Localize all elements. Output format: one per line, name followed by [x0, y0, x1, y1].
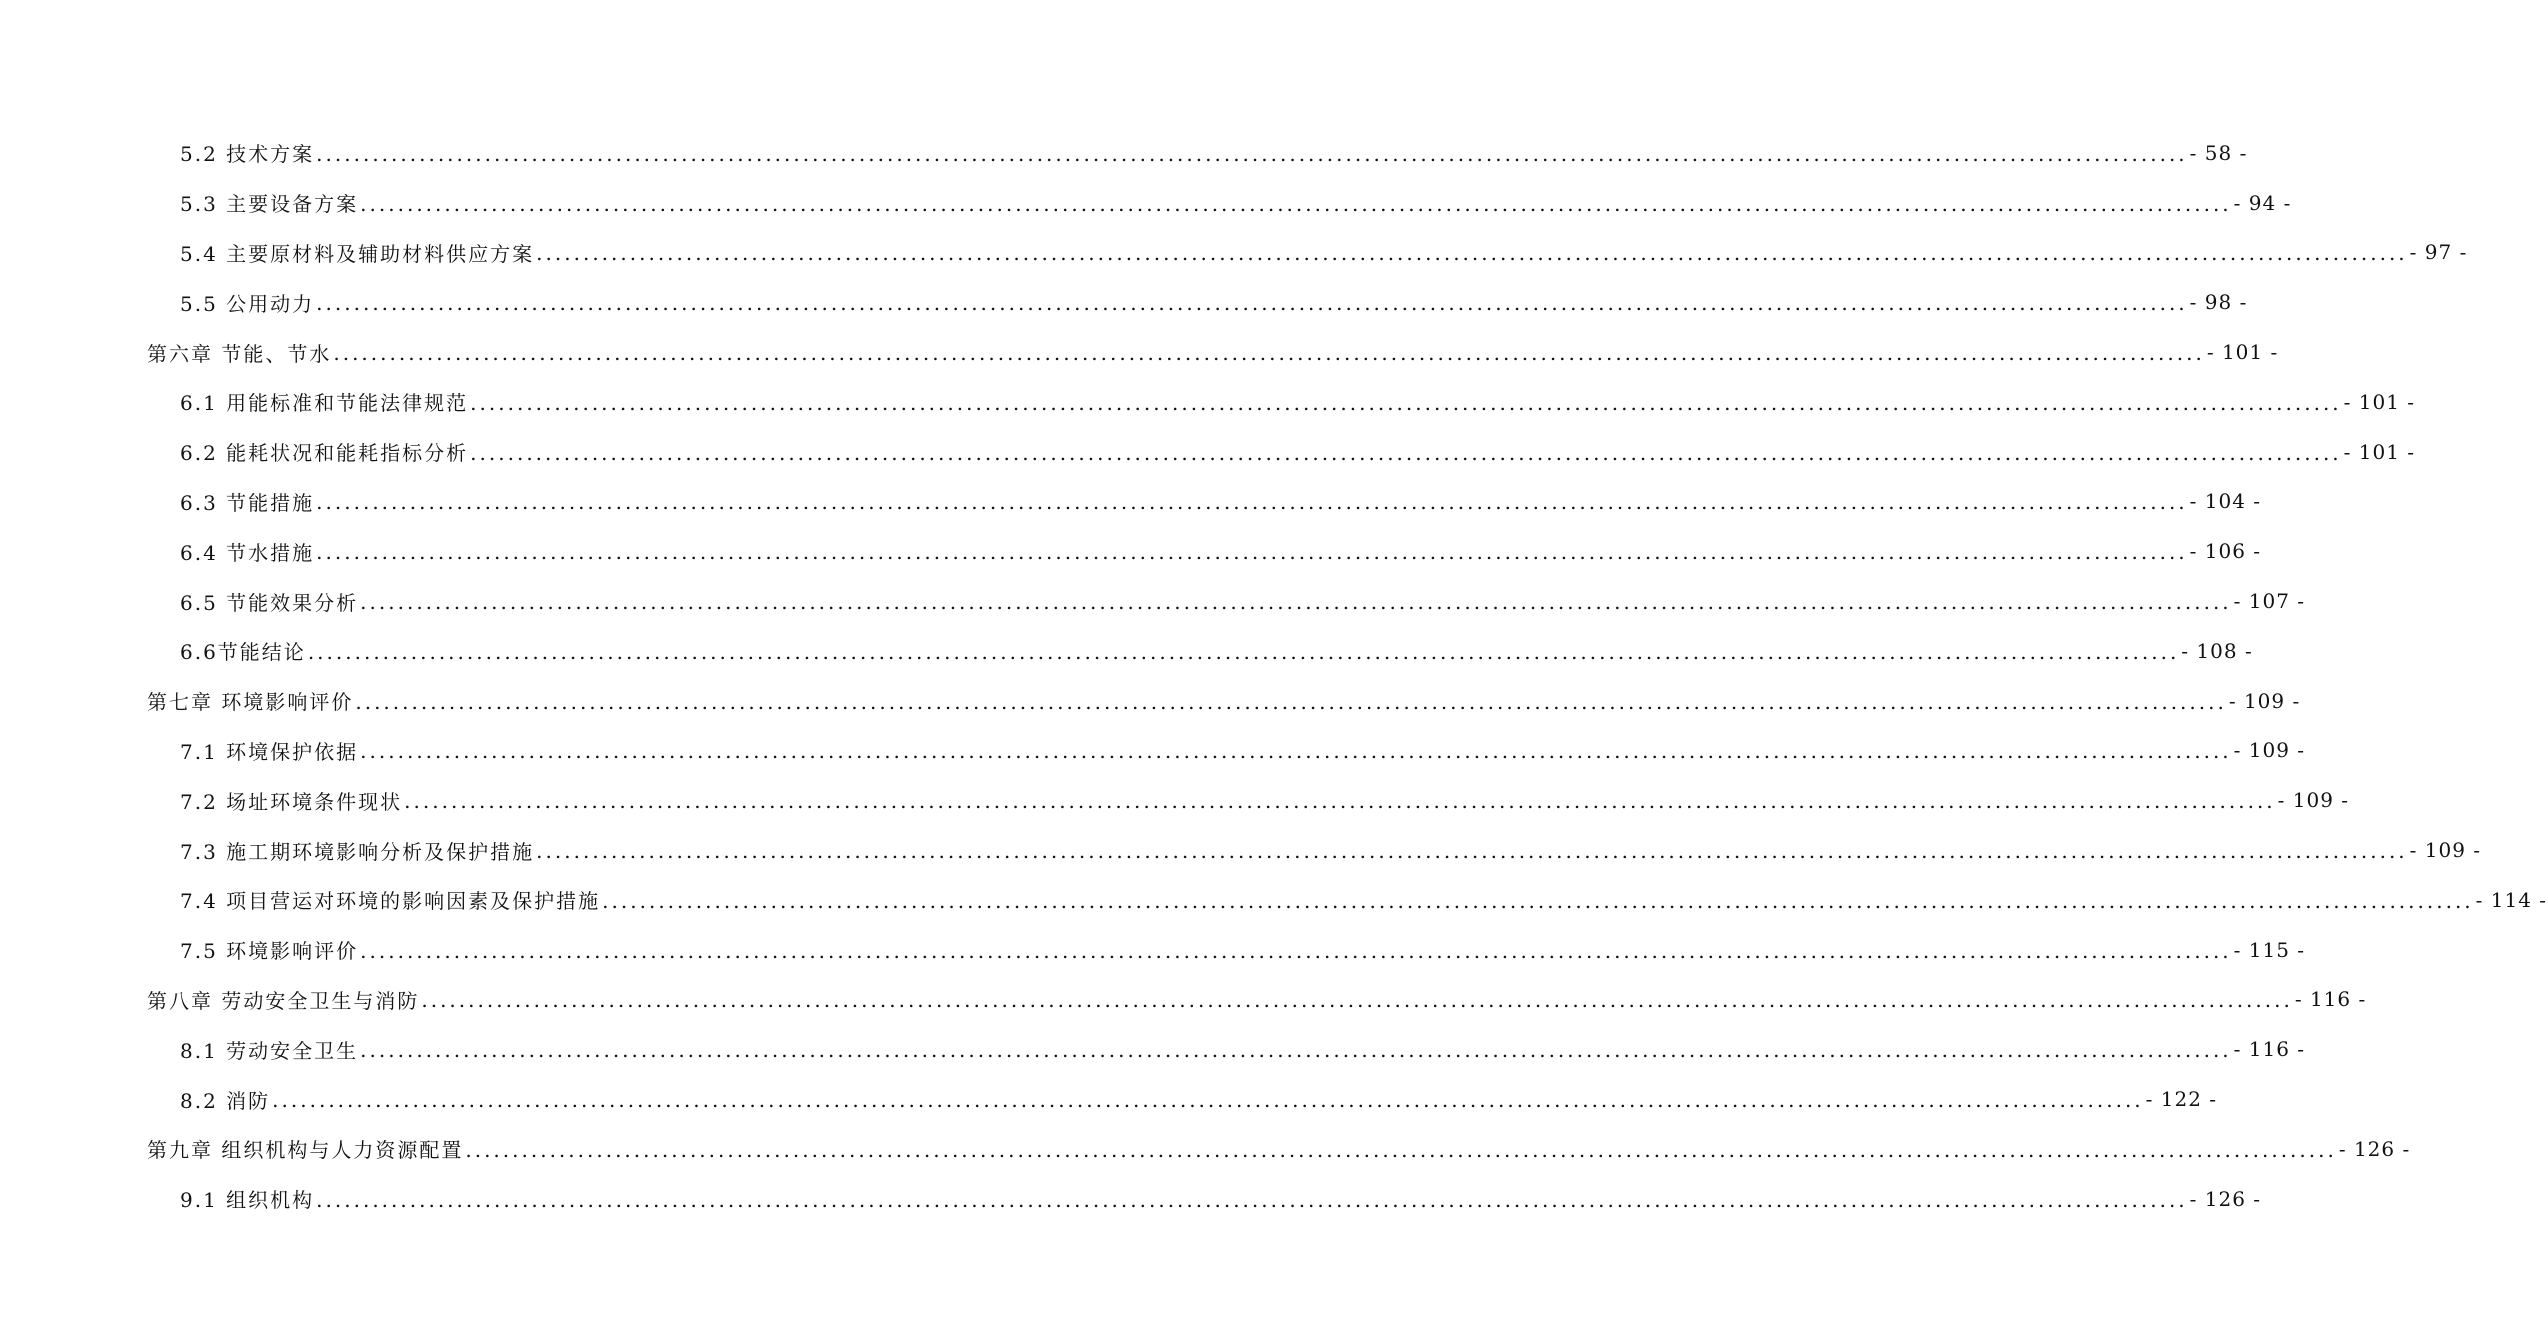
- toc-page-number: - 104 -: [2189, 489, 2262, 514]
- toc-section-entry[interactable]: [0, 825, 2482, 875]
- toc-page-number: - 126 -: [2338, 1136, 2411, 1161]
- toc-dot-leader: ........................................................................................................................................................................................................: [307, 639, 2180, 664]
- toc-section-entry[interactable]: [0, 178, 2292, 228]
- toc-entry-title: 7.5 环境影响评价: [180, 939, 359, 964]
- toc-entry-title: 第七章 环境影响评价: [147, 690, 354, 715]
- toc-dot-leader: ........................................................................................................................................................................................................: [404, 789, 2276, 814]
- toc-entry-title: 6.5 节能效果分析: [180, 590, 359, 615]
- toc-section-entry[interactable]: [0, 128, 2248, 178]
- toc-section-entry[interactable]: [0, 377, 2416, 427]
- toc-section-entry[interactable]: [0, 477, 2262, 527]
- toc-dot-leader: ........................................................................................................................................................................................................: [316, 141, 2188, 166]
- toc-entry-title: 9.1 组织机构: [180, 1188, 315, 1213]
- toc-entry-title: 第八章 劳动安全卫生与消防: [147, 988, 420, 1013]
- toc-dot-leader: ........................................................................................................................................................................................................: [421, 988, 2293, 1013]
- toc-page-number: - 126 -: [2189, 1186, 2262, 1211]
- toc-dot-leader: ........................................................................................................................................................................................................: [470, 390, 2342, 415]
- toc-page-number: - 122 -: [2145, 1087, 2218, 1112]
- toc-page-number: - 115 -: [2233, 937, 2306, 962]
- toc-section-entry[interactable]: [0, 228, 2468, 278]
- toc-dot-leader: ........................................................................................................................................................................................................: [360, 938, 2232, 963]
- toc-entry-title: 6.1 用能标准和节能法律规范: [180, 391, 469, 416]
- toc-entry-title: 5.4 主要原材料及辅助材料供应方案: [180, 241, 535, 266]
- toc-chapter-entry[interactable]: [0, 676, 2301, 726]
- toc-dot-leader: ........................................................................................................................................................................................................: [360, 590, 2232, 615]
- toc-section-entry[interactable]: [0, 1024, 2306, 1074]
- toc-entry-title: 7.1 环境保护依据: [180, 739, 359, 764]
- toc-page-number: - 107 -: [2233, 589, 2306, 614]
- toc-dot-leader: ........................................................................................................................................................................................................: [333, 341, 2205, 366]
- toc-entry-title: 8.2 消防: [180, 1088, 271, 1113]
- toc-dot-leader: ........................................................................................................................................................................................................: [316, 1187, 2188, 1212]
- toc-dot-leader: ........................................................................................................................................................................................................: [536, 839, 2408, 864]
- toc-page-number: - 94 -: [2233, 190, 2292, 215]
- toc-section-entry[interactable]: [0, 1174, 2262, 1224]
- toc-page-number: - 101 -: [2343, 439, 2416, 464]
- toc-entry-title: 8.1 劳动安全卫生: [180, 1038, 359, 1063]
- toc-page-number: - 98 -: [2189, 290, 2248, 315]
- toc-section-entry[interactable]: [0, 726, 2306, 776]
- toc-page-number: - 109 -: [2409, 838, 2482, 863]
- toc-entry-title: 5.3 主要设备方案: [180, 192, 359, 217]
- toc-dot-leader: ........................................................................................................................................................................................................: [360, 739, 2232, 764]
- toc-entry-title: 第九章 组织机构与人力资源配置: [147, 1138, 464, 1163]
- toc-entry-title: 6.4 节水措施: [180, 540, 315, 565]
- toc-page-number: - 101 -: [2343, 389, 2416, 414]
- toc-dot-leader: ........................................................................................................................................................................................................: [465, 1137, 2337, 1162]
- toc-entry-title: 5.5 公用动力: [180, 291, 315, 316]
- toc-dot-leader: ........................................................................................................................................................................................................: [360, 191, 2232, 216]
- toc-section-entry[interactable]: [0, 576, 2306, 626]
- toc-section-entry[interactable]: [0, 277, 2248, 327]
- toc-dot-leader: ........................................................................................................................................................................................................: [316, 291, 2188, 316]
- toc-page-number: - 106 -: [2189, 539, 2262, 564]
- toc-dot-leader: ........................................................................................................................................................................................................: [602, 888, 2474, 913]
- table-of-contents: [0, 128, 2547, 1224]
- toc-entry-title: 6.6节能结论: [180, 640, 306, 665]
- toc-entry-title: 7.4 项目营运对环境的影响因素及保护措施: [180, 889, 601, 914]
- toc-dot-leader: ........................................................................................................................................................................................................: [316, 490, 2188, 515]
- toc-chapter-entry[interactable]: [0, 327, 2279, 377]
- toc-section-entry[interactable]: [0, 775, 2350, 825]
- toc-dot-leader: ........................................................................................................................................................................................................: [355, 689, 2227, 714]
- toc-page-number: - 108 -: [2181, 638, 2253, 663]
- toc-page-number: - 114 -: [2475, 887, 2547, 912]
- toc-section-entry[interactable]: [0, 875, 2547, 925]
- toc-page-number: - 116 -: [2294, 987, 2367, 1012]
- toc-section-entry[interactable]: [0, 1074, 2218, 1124]
- toc-dot-leader: ........................................................................................................................................................................................................: [536, 241, 2408, 266]
- toc-dot-leader: ........................................................................................................................................................................................................: [316, 540, 2188, 565]
- toc-dot-leader: ........................................................................................................................................................................................................: [272, 1088, 2144, 1113]
- toc-page-number: - 109 -: [2277, 788, 2350, 813]
- toc-section-entry[interactable]: [0, 427, 2416, 477]
- toc-page-number: - 109 -: [2228, 688, 2301, 713]
- toc-dot-leader: ........................................................................................................................................................................................................: [470, 440, 2342, 465]
- toc-dot-leader: ........................................................................................................................................................................................................: [360, 1038, 2232, 1063]
- toc-page-number: - 58 -: [2189, 140, 2248, 165]
- toc-chapter-entry[interactable]: [0, 1124, 2411, 1174]
- toc-page-number: - 97 -: [2409, 240, 2468, 265]
- toc-section-entry[interactable]: [0, 925, 2306, 975]
- toc-entry-title: 第六章 节能、节水: [147, 341, 332, 366]
- toc-entry-title: 6.3 节能措施: [180, 490, 315, 515]
- toc-entry-title: 6.2 能耗状况和能耗指标分析: [180, 441, 469, 466]
- toc-entry-title: 7.2 场址环境条件现状: [180, 789, 403, 814]
- toc-entry-title: 7.3 施工期环境影响分析及保护措施: [180, 839, 535, 864]
- toc-page-number: - 101 -: [2206, 340, 2279, 365]
- toc-page-number: - 109 -: [2233, 738, 2306, 763]
- toc-chapter-entry[interactable]: [0, 975, 2367, 1025]
- toc-section-entry[interactable]: [0, 626, 2253, 676]
- toc-section-entry[interactable]: [0, 526, 2262, 576]
- toc-entry-title: 5.2 技术方案: [180, 142, 315, 167]
- toc-page-number: - 116 -: [2233, 1037, 2306, 1062]
